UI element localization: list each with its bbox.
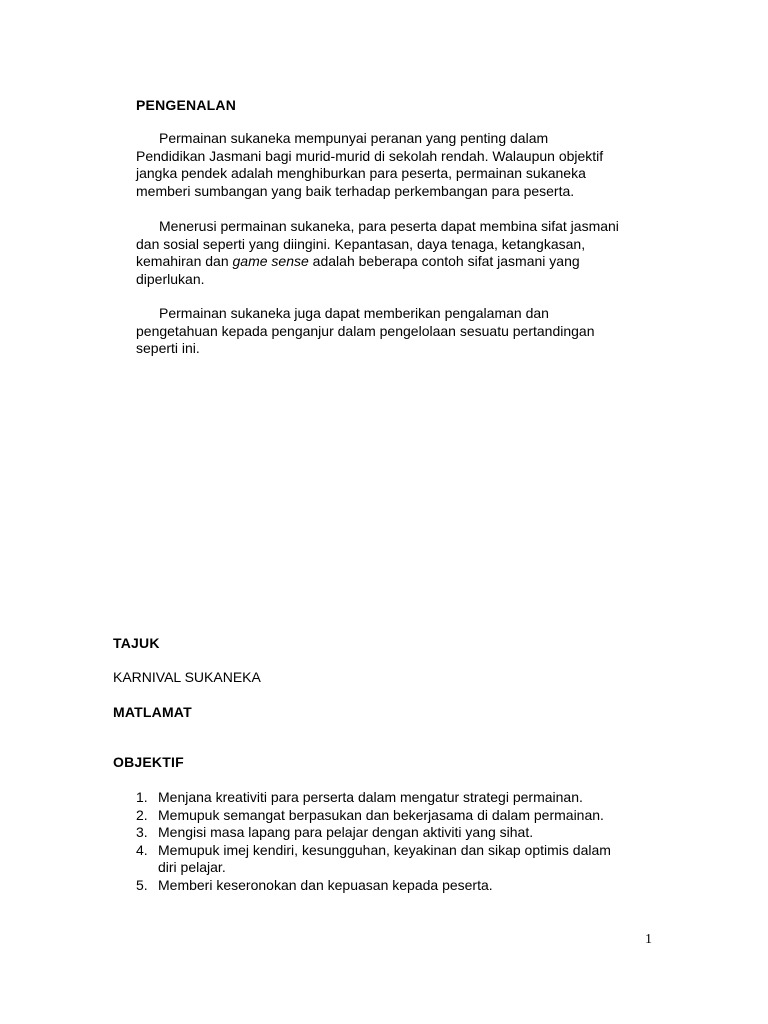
paragraph-line: Permainan sukaneka juga dapat memberikan pengalaman dan [159, 305, 549, 321]
objektif-item-number: 4. [136, 841, 148, 858]
objektif-item [136, 789, 611, 807]
objektif-item-text: Memberi keseronokan dan kepuasan kepada peserta. [158, 876, 493, 893]
tajuk-value: KARNIVAL SUKANEKA [113, 669, 261, 685]
objektif-item-text: Memupuk imej kendiri, kesungguhan, keyakinan dan sikap optimis dalam [158, 841, 611, 858]
objektif-heading: OBJEKTIF [113, 754, 184, 770]
objektif-item [136, 842, 611, 877]
objektif-item-text: Menjana kreativiti para perserta dalam mengatur strategi permainan. [158, 789, 583, 805]
paragraph-line: seperti ini. [136, 340, 200, 356]
paragraph-line: dan sosial seperti yang diingini. Kepantasan, daya tenaga, ketangkasan, [136, 235, 586, 252]
objektif-item-number: 2. [136, 806, 148, 823]
paragraph-line: pengetahuan kepada penganjur dalam pengelolaan sesuatu pertandingan [136, 322, 595, 339]
paragraph-line: diperlukan. [136, 270, 205, 287]
paragraph-line: Pendidikan Jasmani bagi murid-murid di sekolah rendah. Walaupun objektif [136, 147, 604, 164]
objektif-item-text: diri pelajar. [158, 859, 226, 875]
tajuk-heading: TAJUK [113, 635, 160, 651]
objektif-item-text: Mengisi masa lapang para pelajar dengan aktiviti yang sihat. [158, 824, 534, 840]
objektif-item-number: 5. [136, 876, 148, 893]
objektif-item [136, 824, 611, 842]
intro-heading: PENGENALAN [136, 97, 237, 113]
intro-paragraph-1 [136, 130, 676, 200]
matlamat-heading: MATLAMAT [113, 704, 192, 720]
intro-paragraph-2 [136, 218, 676, 288]
objektif-item [136, 807, 611, 825]
objektif-list [136, 789, 611, 894]
page-number: 1 [645, 932, 652, 947]
italic-term: game sense [232, 253, 309, 269]
objektif-item-text: Memupuk semangat berpasukan dan bekerjasama di dalam permainan. [158, 806, 604, 823]
paragraph-line: kemahiran dan game sense adalah beberapa contoh sifat jasmani yang [136, 253, 580, 269]
objektif-item-number: 3. [136, 824, 148, 840]
intro-paragraph-3 [136, 305, 676, 358]
paragraph-line: Menerusi permainan sukaneka, para peserta dapat membina sifat jasmani [159, 218, 619, 234]
paragraph-line: jangka pendek adalah menghiburkan para peserta, permainan sukaneka [136, 165, 586, 181]
paragraph-line: memberi sumbangan yang baik terhadap perkembangan para peserta. [136, 182, 575, 199]
objektif-item-number: 1. [136, 789, 148, 805]
paragraph-line: Permainan sukaneka mempunyai peranan yang penting dalam [159, 130, 549, 146]
objektif-item [136, 877, 611, 895]
